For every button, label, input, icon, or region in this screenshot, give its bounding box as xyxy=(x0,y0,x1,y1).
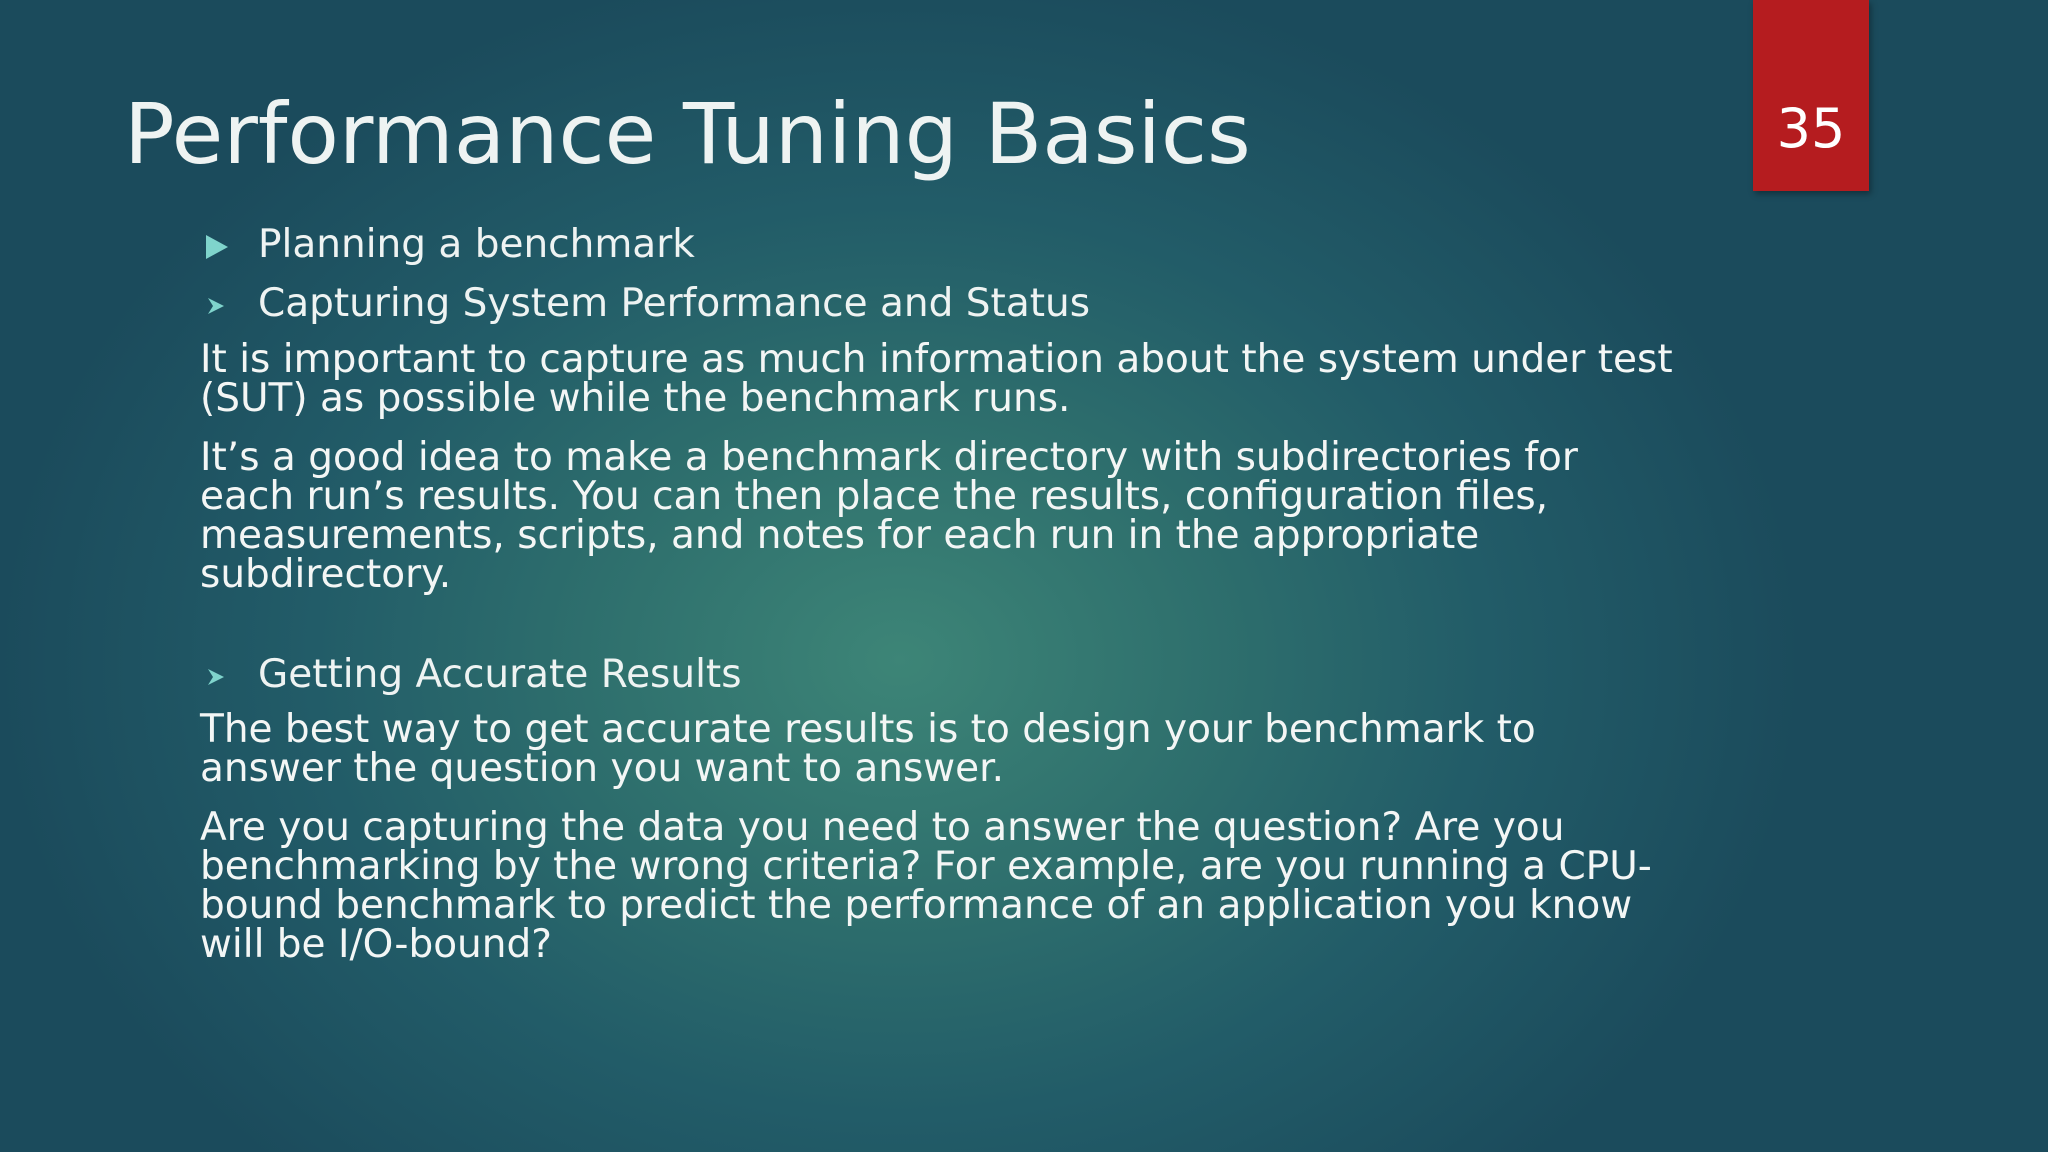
page-number-badge xyxy=(1753,0,1869,191)
bullet-text: Capturing System Performance and Status xyxy=(258,280,1091,326)
bullet-text: Getting Accurate Results xyxy=(258,651,742,697)
arrowhead-bullet-icon xyxy=(204,281,244,329)
paragraph-capturing-questions: Are you capturing the data you need to answer the question? Are you benchmarking by the wrong criteria? For example, are you running a CPU-bound benchmark to predict the performance of an application you know will be I/O-bound? xyxy=(200,805,1652,968)
paragraph-benchmark-directory: It’s a good idea to make a benchmark directory with subdirectories for each run’s results. You can then place the results, configuration files, measurements, scripts, and notes for each run in the appropriate subdirectory. xyxy=(200,434,1578,597)
slide-content xyxy=(200,222,1680,968)
triangle-bullet-icon xyxy=(204,222,244,270)
bullet-text: Planning a benchmark xyxy=(258,222,695,267)
bullet-capturing-performance xyxy=(200,281,1680,328)
bullet-accurate-results xyxy=(200,652,1680,699)
page-number: 35 xyxy=(1776,97,1846,160)
paragraph-accurate-results: The best way to get accurate results is to design your benchmark to answer the question you want to answer. xyxy=(200,707,1536,792)
slide-title: Performance Tuning Basics xyxy=(124,85,1251,183)
paragraph-capture-importance: It is important to capture as much information about the system under test (SUT) as possible while the benchmark runs. xyxy=(200,336,1673,421)
arrowhead-bullet-icon xyxy=(204,652,244,700)
bullet-planning-benchmark xyxy=(200,222,1680,269)
